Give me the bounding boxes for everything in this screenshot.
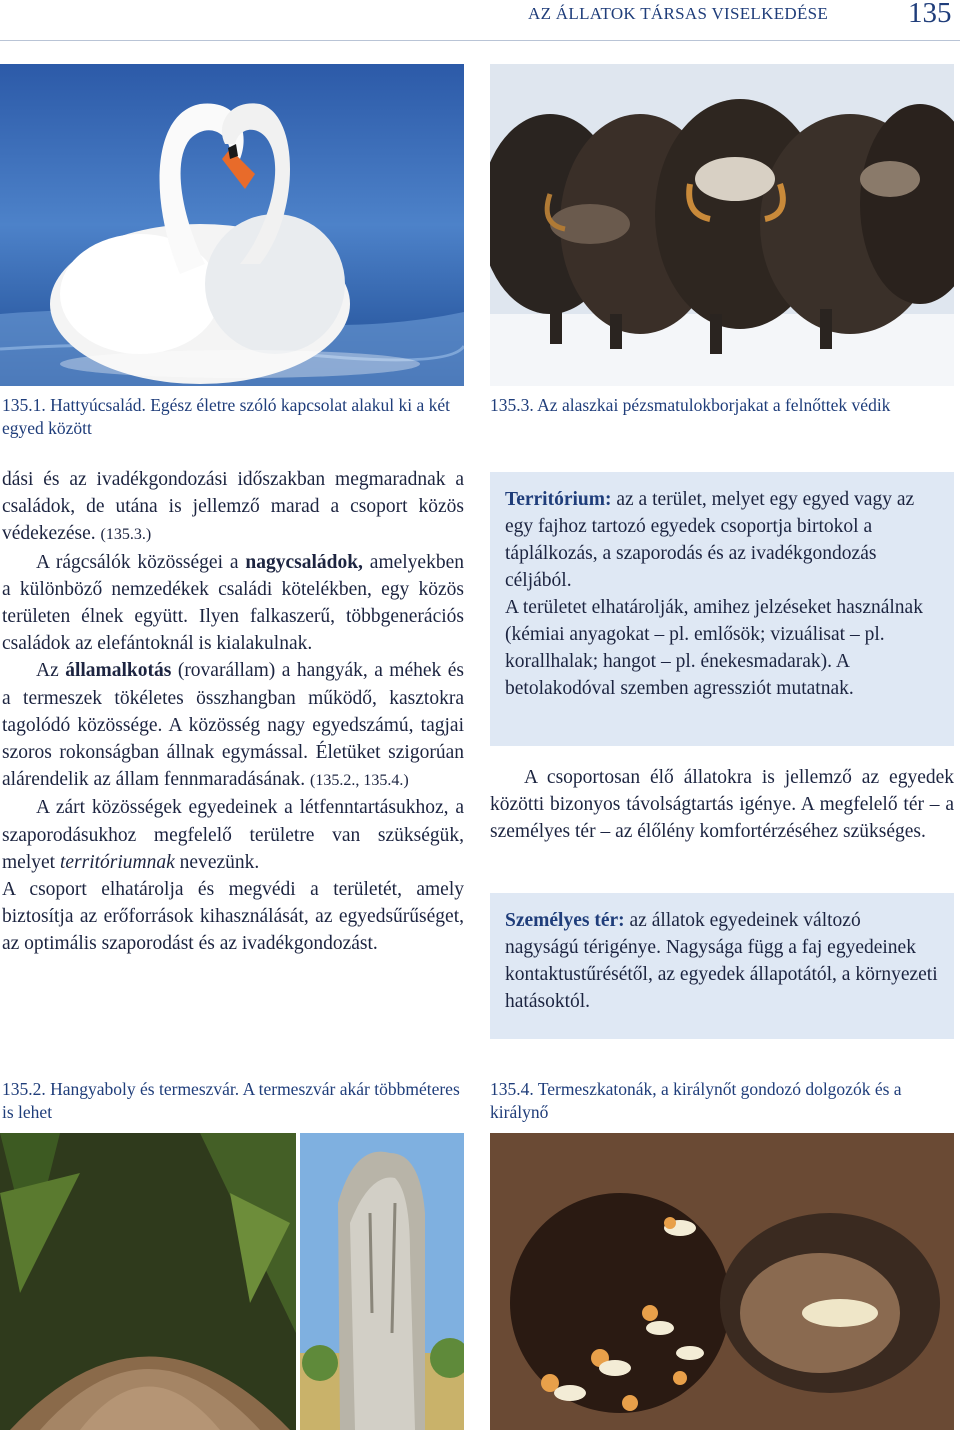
paragraph-lead: A rágcsálók közösségei a [36, 551, 246, 573]
figure-number: 135.3. [490, 395, 534, 415]
figure-reference: (135.2., 135.4.) [310, 772, 409, 790]
territory-definition-box [490, 472, 954, 746]
muskox-photo [490, 64, 954, 386]
term-highlight: államalkotás [65, 660, 172, 682]
paragraph-body: nevezünk. [174, 851, 260, 873]
figure-reference: (135.3.) [100, 526, 152, 544]
paragraph-lead: Az [36, 660, 66, 682]
caption-text: Az alaszkai pézsmatulokborjakat a felnőttek védik [537, 395, 891, 415]
swan-caption [2, 394, 464, 440]
paragraph-lead: A zárt közösségek egyedeinek a létfenntartásukhoz, a szaporodásukhoz megfelelő területre van szükségük, melyet [2, 797, 464, 873]
termites-photo [490, 1133, 954, 1430]
paragraph: dási és az ivadékgondozási időszakban megmaradnak a családok, de utána is jellemző marad a csoport közös védekezése. [2, 469, 464, 545]
definition-text: az a terület, melyet egy egyed vagy az egy fajhoz tartozó egyedek csoportja birtokol a táplálkozás, a szaporodás és az ivadékgondozás céljából. [505, 489, 915, 591]
figure-number: 135.2. [2, 1079, 46, 1099]
muskox-caption [490, 394, 954, 417]
paragraph: A csoport elhatárolja és megvédi a területét, amely biztosítja az erőforrások kihasználását, az egyedsűrűséget, az optimális szaporodást és az ivadékgondozást. [2, 879, 464, 955]
caption-text: Hattyúcsalád. Egész életre szóló kapcsolat alakul ki a két egyed között [2, 395, 451, 438]
definition-extra: A területet elhatárolják, amihez jelzéseket használnak (kémiai anyagokat – pl. emlősök; vizuálisat – pl. korallhalak; hangot – pl. énekesmadarak). A betolakodóval szemben agressziót mutatnak. [505, 597, 923, 699]
definition-term: Territórium: [505, 489, 612, 510]
main-text-column [2, 466, 464, 958]
termites-caption [490, 1078, 954, 1124]
figure-number: 135.4. [490, 1079, 534, 1099]
paragraph-body: amelyekben a különböző nemzedékek családi kötelékben, egy közös területen élnek együtt. Ilyen falkaszerű, többgenerációs családok az elefántoknál is kialakulnak. [2, 551, 464, 655]
anthill-caption [2, 1078, 464, 1124]
swan-photo [0, 64, 464, 386]
personal-space-paragraph: A csoportosan élő állatokra is jellemző az egyedek közötti bizonyos távolságtartás igénye. A megfelelő tér – a személyes tér – az élőlény komfortérzéséhez szükséges. [490, 767, 954, 843]
term-highlight: nagycsaládok, [245, 551, 363, 573]
figure-number: 135.1. [2, 395, 46, 415]
caption-text: Hangyaboly és termeszvár. A termeszvár akár többméteres is lehet [2, 1079, 460, 1122]
definition-term: Személyes tér: [505, 910, 625, 931]
header-divider [0, 40, 960, 41]
page-number: 135 [908, 0, 952, 29]
anthill-photo [0, 1133, 296, 1430]
caption-text: Termeszkatonák, a királynőt gondozó dolgozók és a királynő [490, 1079, 902, 1122]
definition-text: az állatok egyedeinek változó nagyságú térigénye. Nagysága függ a faj egyedeinek kontaktustűrésétől, az egyedek állapotától, a környezeti hatásoktól. [505, 910, 938, 1012]
termite-mound-photo [300, 1133, 464, 1430]
term-italic: territóriumnak [59, 851, 175, 873]
paragraph-body: (rovarállam) a hangyák, a méhek és a termeszek tökéletes összhangban működő, kasztokra tagolódó közössége. A közösség nagy egyedszámú, tagjai szoros rokonságban állnak egymással. Életüket szigorúan alárendelik az állam fennmaradásának. [2, 660, 464, 791]
personal-space-definition-box [490, 893, 954, 1039]
running-header-title: AZ ÁLLATOK TÁRSAS VISELKEDÉSE [528, 4, 829, 23]
